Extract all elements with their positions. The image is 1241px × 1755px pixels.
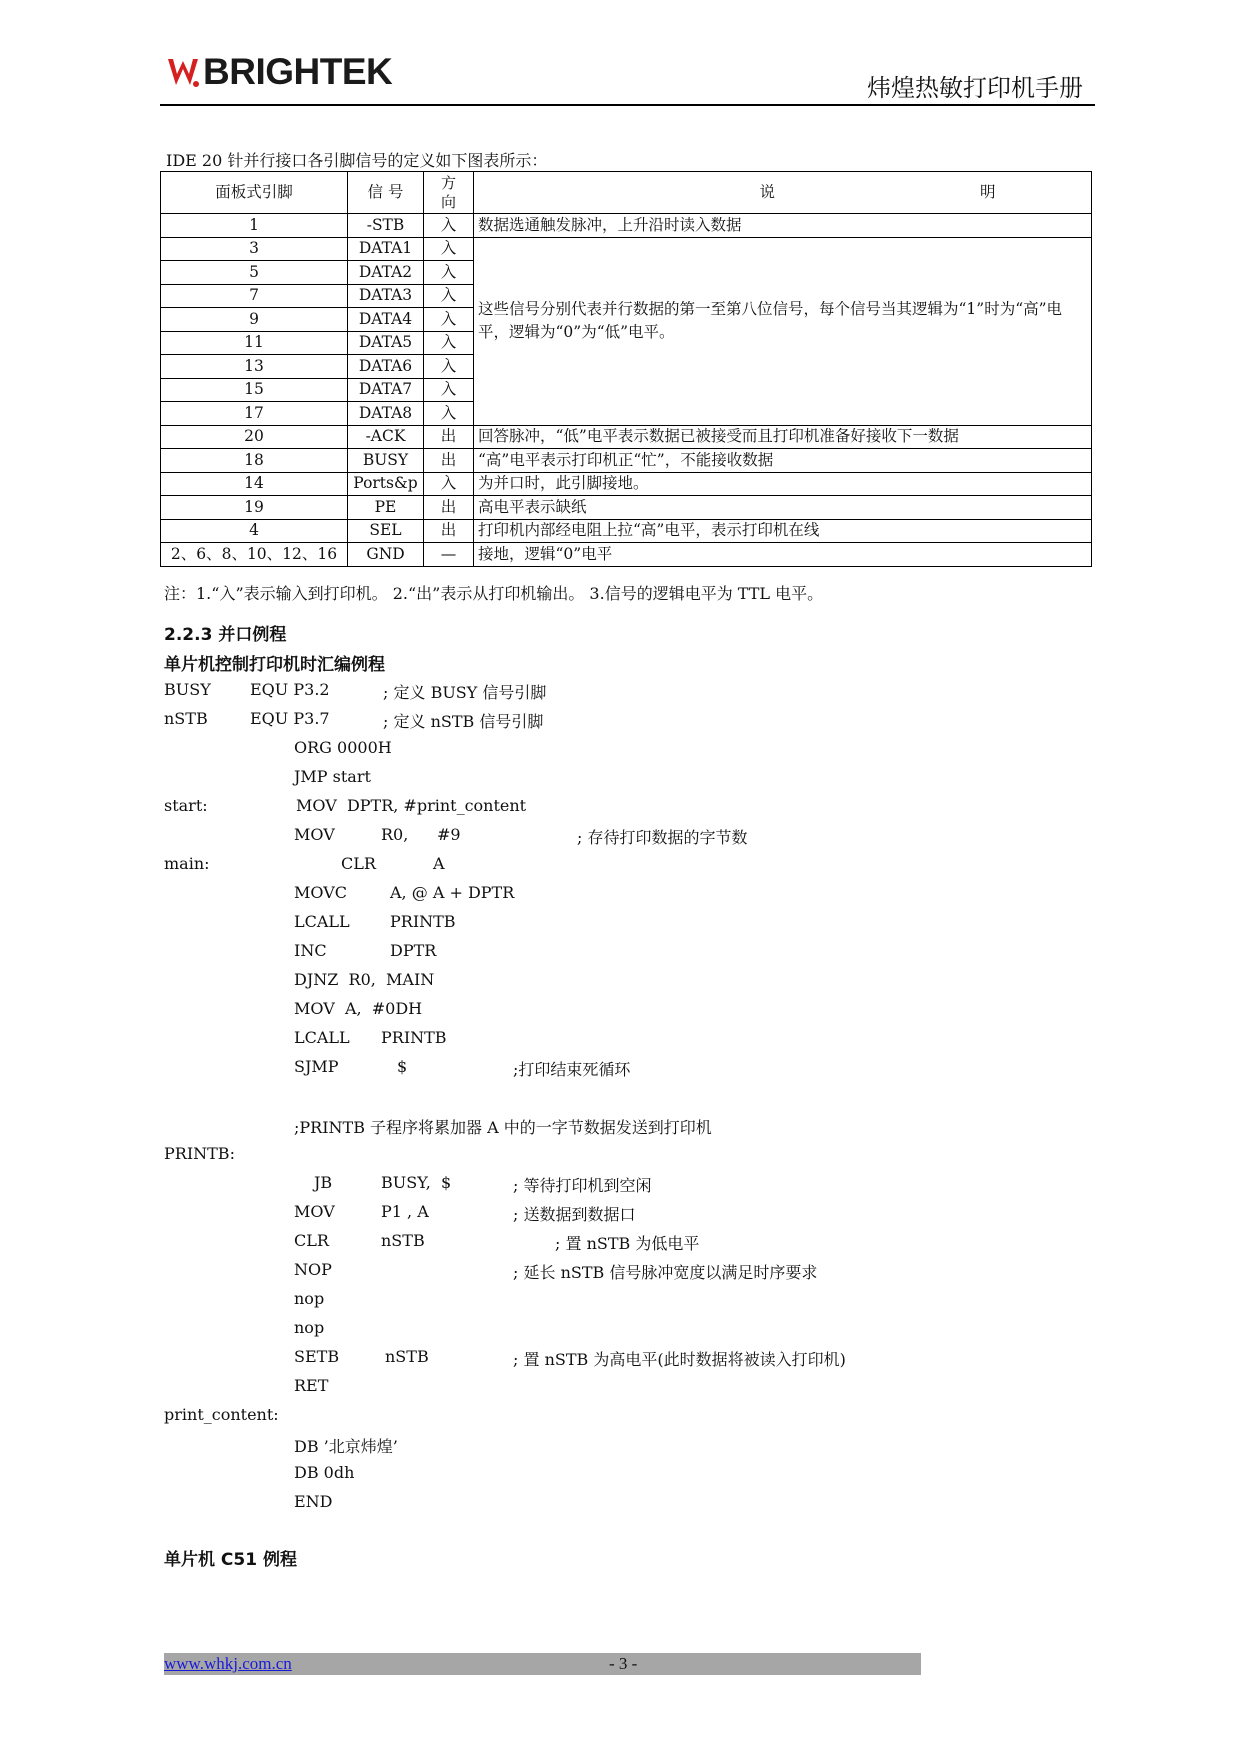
table-row: 11 DATA5 入 — [161, 331, 1092, 355]
table-intro: IDE 20 针并行接口各引脚信号的定义如下图表所示： — [166, 151, 548, 170]
table-row: 18 BUSY 出 “高”电平表示打印机正“忙”，不能接收数据 — [161, 449, 1092, 473]
page-header — [160, 52, 1095, 106]
table-row: 13 DATA6 入 — [161, 355, 1092, 379]
brand-logo — [166, 52, 392, 92]
page-footer — [164, 1653, 921, 1675]
table-row: 19 PE 出 高电平表示缺纸 — [161, 496, 1092, 520]
table-row: 20 -ACK 出 回答脉冲，“低”电平表示数据已被接受而且打印机准备好接收下一数据 — [161, 425, 1092, 449]
manual-title: 炜煌热敏打印机手册 — [867, 74, 1083, 102]
table-header-row — [161, 172, 1092, 214]
data-lines-description: 这些信号分别代表并行数据的第一至第八位信号，每个信号当其逻辑为“1”时为“高”电平，逻辑为“0”为“低”电平。 — [474, 237, 1092, 425]
table-row: 5 DATA2 入 — [161, 261, 1092, 285]
table-row: 9 DATA4 入 — [161, 308, 1092, 332]
table-row: 3 DATA1 入 这些信号分别代表并行数据的第一至第八位信号，每个信号当其逻辑为“1”时为“高”电平，逻辑为“0”为“低”电平。 — [161, 237, 1092, 261]
website-link[interactable]: www.whkj.com.cn — [164, 1654, 292, 1673]
table-row: 17 DATA8 入 — [161, 402, 1092, 426]
header-description: 说 明 — [474, 172, 1092, 214]
section-heading-c51-example: 单片机 C51 例程 — [164, 1550, 297, 1570]
section-heading-asm-example: 单片机控制打印机时汇编例程 — [164, 655, 385, 675]
header-pin: 面板式引脚 — [161, 172, 348, 214]
header-signal: 信 号 — [348, 172, 424, 214]
section-heading-parallel-examples: 2.2.3 并口例程 — [164, 625, 287, 645]
header-direction: 方向 — [424, 172, 474, 214]
table-row: 1 -STB 入 数据选通触发脉冲，上升沿时读入数据 — [161, 214, 1092, 238]
table-note: 注：1.“入”表示输入到打印机。 2.“出”表示从打印机输出。 3.信号的逻辑电平为 TTL 电平。 — [164, 584, 824, 603]
table-row: 2、6、8、10、12、16 GND — 接地，逻辑“0”电平 — [161, 543, 1092, 567]
brightek-logo-icon — [166, 55, 200, 89]
table-row: 15 DATA7 入 — [161, 378, 1092, 402]
brand-name: BRIGHTEK — [203, 51, 393, 92]
table-row: 4 SEL 出 打印机内部经电阻上拉“高”电平，表示打印机在线 — [161, 519, 1092, 543]
page-number: - 3 - — [609, 1654, 638, 1673]
pin-definition-table — [160, 171, 1092, 567]
table-row: 7 DATA3 入 — [161, 284, 1092, 308]
table-row: 14 Ports&p 入 为并口时，此引脚接地。 — [161, 472, 1092, 496]
